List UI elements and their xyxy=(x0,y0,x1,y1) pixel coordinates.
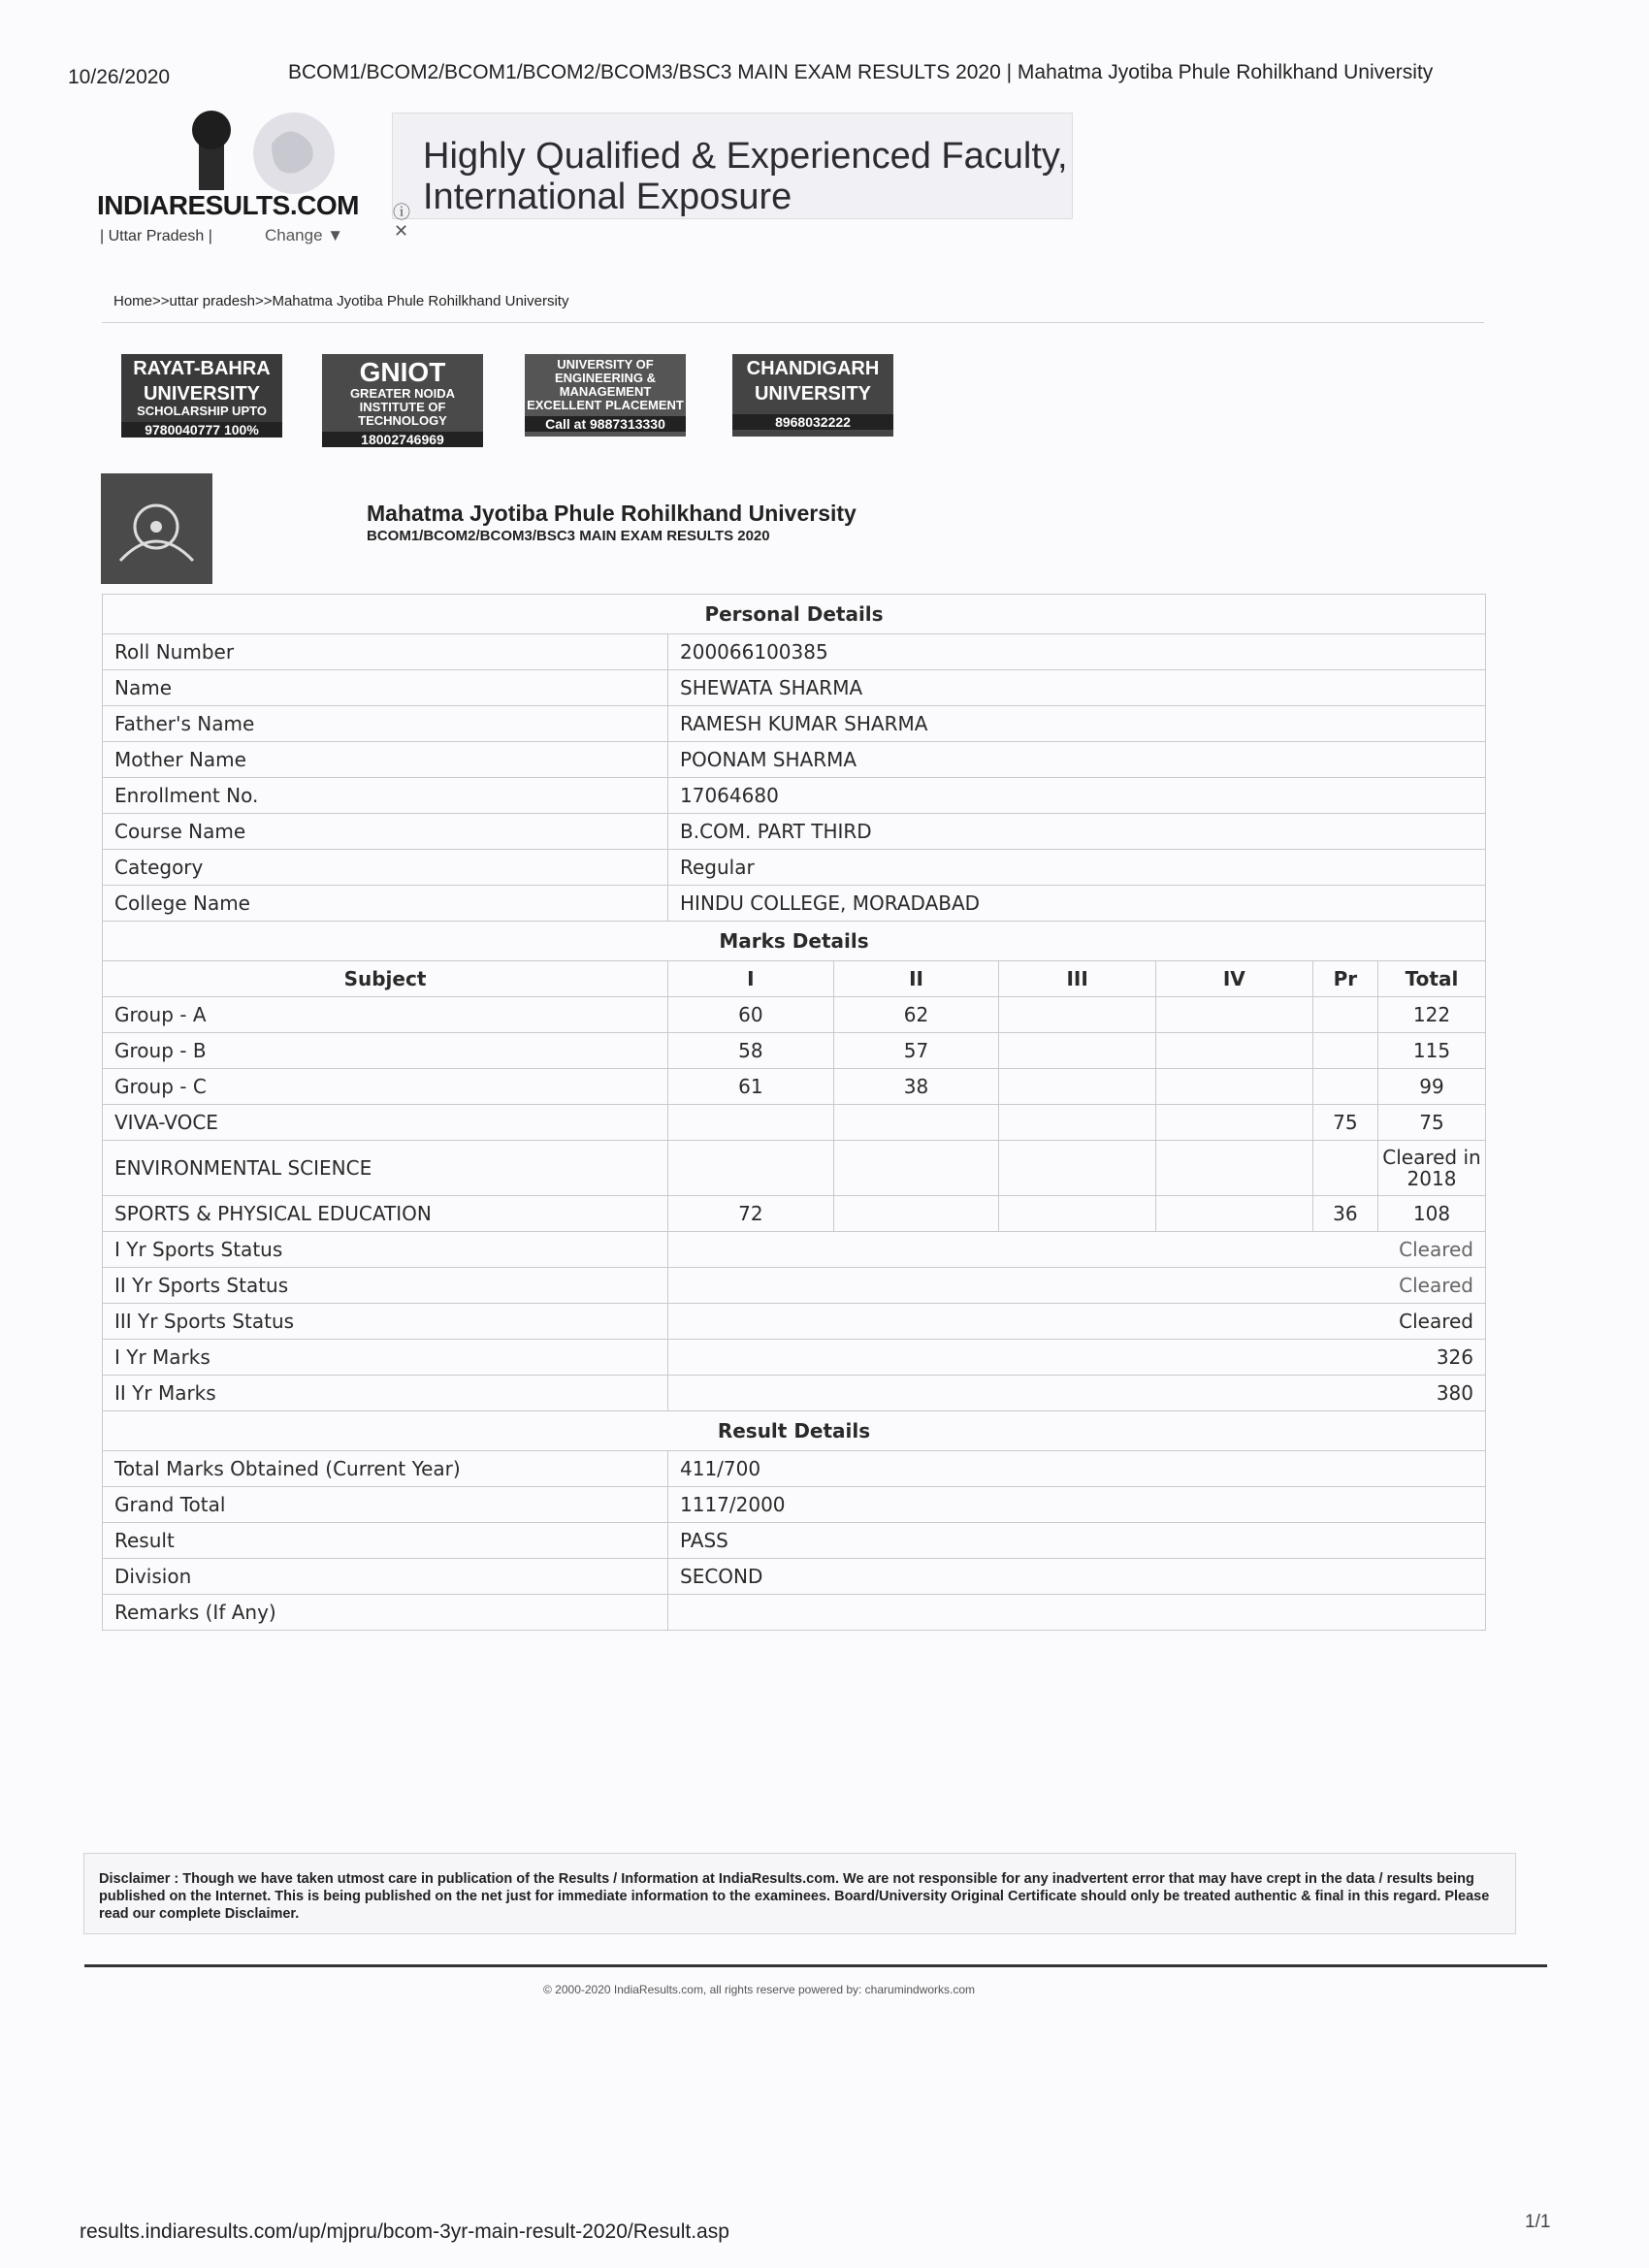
result-details-heading: Result Details xyxy=(103,1411,1486,1451)
field-value: Regular xyxy=(668,850,1486,886)
breadcrumb-sep: >> xyxy=(152,293,170,309)
page-number: 1/1 xyxy=(1525,2212,1551,2232)
print-title: BCOM1/BCOM2/BCOM1/BCOM2/BCOM3/BSC3 MAIN EXAM RESULTS 2020 | Mahatma Jyotiba Phule Rohilkhand University xyxy=(288,61,1434,83)
result-label: Total Marks Obtained (Current Year) xyxy=(103,1451,668,1487)
status-row xyxy=(103,1376,1486,1411)
field-value: B.COM. PART THIRD xyxy=(668,814,1486,850)
status-value: 326 xyxy=(668,1340,1486,1376)
personal-row xyxy=(103,742,1486,778)
marks-row xyxy=(103,1105,1486,1141)
ad-info-icon[interactable]: ⓘ xyxy=(393,203,410,222)
status-label: II Yr Sports Status xyxy=(103,1268,668,1304)
column-header: Pr xyxy=(1312,961,1377,997)
breadcrumb xyxy=(113,293,568,309)
status-row xyxy=(103,1304,1486,1340)
result-row xyxy=(103,1523,1486,1559)
marks-row xyxy=(103,1033,1486,1069)
status-value: Cleared xyxy=(668,1268,1486,1304)
marks-cell-iii xyxy=(999,1033,1156,1069)
subject-name: SPORTS & PHYSICAL EDUCATION xyxy=(103,1196,668,1232)
results-table xyxy=(102,594,1486,1631)
print-date: 10/26/2020 xyxy=(68,66,171,88)
status-label: II Yr Marks xyxy=(103,1376,668,1411)
banner-line: UNIVERSITY xyxy=(754,383,872,405)
marks-cell-i: 72 xyxy=(668,1196,834,1232)
status-value: Cleared xyxy=(668,1232,1486,1268)
print-url: results.indiaresults.com/up/mjpru/bcom-3yr-main-result-2020/Result.asp xyxy=(80,2220,729,2243)
status-label: III Yr Sports Status xyxy=(103,1304,668,1340)
ad-uem[interactable] xyxy=(525,354,686,437)
disclaimer-text: Disclaimer : Though we have taken utmost care in publication of the Results / Information at IndiaResults.com. We are not responsible for any inadvertent error that may have crept in the data / results being published on the Internet. This is being published on the net just for immediate information to the examinees. Board/University Original Certificate should only be treated authentic & final in this regard. Please read our complete Disclaimer. xyxy=(99,1871,1490,1922)
banner-line: GNIOT xyxy=(359,357,446,387)
status-row xyxy=(103,1268,1486,1304)
marks-cell-iii xyxy=(999,1141,1156,1196)
marks-cell-pr xyxy=(1312,1033,1377,1069)
marks-cell-pr xyxy=(1312,1069,1377,1105)
breadcrumb-state[interactable]: uttar pradesh xyxy=(169,293,255,309)
field-label: Name xyxy=(103,670,668,706)
marks-row xyxy=(103,997,1486,1033)
university-emblem xyxy=(101,473,212,584)
subject-name: VIVA-VOCE xyxy=(103,1105,668,1141)
column-header: Subject xyxy=(103,961,668,997)
subject-name: ENVIRONMENTAL SCIENCE xyxy=(103,1141,668,1196)
marks-cell-ii: 38 xyxy=(833,1069,999,1105)
result-row xyxy=(103,1451,1486,1487)
personal-row xyxy=(103,814,1486,850)
personal-details xyxy=(103,634,1486,922)
marks-cell-ii xyxy=(833,1196,999,1232)
result-value: 411/700 xyxy=(668,1451,1486,1487)
column-header: II xyxy=(833,961,999,997)
marks-cell-ii: 62 xyxy=(833,997,999,1033)
breadcrumb-university[interactable]: Mahatma Jyotiba Phule Rohilkhand University xyxy=(272,293,569,309)
field-label: College Name xyxy=(103,886,668,922)
marks-cell-i xyxy=(668,1141,834,1196)
site-logo[interactable] xyxy=(92,105,342,202)
field-value: POONAM SHARMA xyxy=(668,742,1486,778)
marks-cell-iii xyxy=(999,1105,1156,1141)
banner-line: UNIVERSITY xyxy=(143,383,261,405)
status-label: I Yr Sports Status xyxy=(103,1232,668,1268)
status-label: I Yr Marks xyxy=(103,1340,668,1376)
marks-details xyxy=(103,997,1486,1232)
marks-cell-iii xyxy=(999,1196,1156,1232)
field-label: Enrollment No. xyxy=(103,778,668,814)
column-header: I xyxy=(668,961,834,997)
status-value: 380 xyxy=(668,1376,1486,1411)
marks-cell-pr xyxy=(1312,997,1377,1033)
marks-cell-iv xyxy=(1155,1105,1312,1141)
status-value: Cleared xyxy=(668,1304,1486,1340)
column-header: III xyxy=(999,961,1156,997)
result-label: Result xyxy=(103,1523,668,1559)
banner-line: SCHOLARSHIP UPTO xyxy=(137,404,267,418)
field-label: Mother Name xyxy=(103,742,668,778)
personal-row xyxy=(103,634,1486,670)
marks-cell-iv xyxy=(1155,1069,1312,1105)
banner-line: RAYAT-BAHRA xyxy=(133,358,271,379)
state-label: | Uttar Pradesh | xyxy=(100,228,212,244)
field-value: 200066100385 xyxy=(668,634,1486,670)
personal-row xyxy=(103,778,1486,814)
site-logo-text[interactable]: INDIARESULTS.COM xyxy=(97,190,359,220)
breadcrumb-home[interactable]: Home xyxy=(113,293,153,309)
marks-cell-pr xyxy=(1312,1141,1377,1196)
personal-row xyxy=(103,886,1486,922)
subject-name: Group - C xyxy=(103,1069,668,1105)
marks-cell-iv xyxy=(1155,1196,1312,1232)
change-state-link[interactable]: Change ▼ xyxy=(265,226,344,244)
marks-cell-ii xyxy=(833,1141,999,1196)
footer-divider xyxy=(84,1964,1547,1967)
marks-cell-iv xyxy=(1155,1141,1312,1196)
ad-rayat-bahra[interactable] xyxy=(121,354,282,437)
personal-row xyxy=(103,706,1486,742)
marks-header-row xyxy=(103,961,1486,997)
personal-row xyxy=(103,670,1486,706)
result-value: PASS xyxy=(668,1523,1486,1559)
field-label: Course Name xyxy=(103,814,668,850)
banner-line: GREATER NOIDA INSTITUTE OF TECHNOLOGY xyxy=(349,386,456,428)
field-label: Category xyxy=(103,850,668,886)
logo-icon xyxy=(92,105,342,202)
field-label: Roll Number xyxy=(103,634,668,670)
field-value: 17064680 xyxy=(668,778,1486,814)
marks-cell-total: 115 xyxy=(1377,1033,1485,1069)
result-row xyxy=(103,1595,1486,1631)
field-value: RAMESH KUMAR SHARMA xyxy=(668,706,1486,742)
ad-text[interactable] xyxy=(423,136,1068,217)
marks-cell-iii xyxy=(999,997,1156,1033)
banner-line: 18002746969 xyxy=(322,432,483,447)
banner-line: Call at 9887313330 xyxy=(525,416,686,432)
university-emblem-icon xyxy=(101,473,212,584)
result-value: SECOND xyxy=(668,1559,1486,1595)
marks-cell-ii xyxy=(833,1105,999,1141)
banner-line: UNIVERSITY OF xyxy=(557,357,654,372)
column-header: IV xyxy=(1155,961,1312,997)
marks-row xyxy=(103,1141,1486,1196)
marks-cell-pr: 75 xyxy=(1312,1105,1377,1141)
copyright: © 2000-2020 IndiaResults.com, all rights reserve powered by: charumindworks.com xyxy=(543,1983,976,1996)
marks-row xyxy=(103,1069,1486,1105)
banner-line: EXCELLENT PLACEMENT xyxy=(527,398,684,412)
marks-cell-iii xyxy=(999,1069,1156,1105)
banner-line: 8968032222 xyxy=(732,414,893,430)
marks-cell-iv xyxy=(1155,997,1312,1033)
personal-details-heading: Personal Details xyxy=(103,595,1486,634)
column-header: Total xyxy=(1377,961,1485,997)
marks-cell-i xyxy=(668,1105,834,1141)
personal-row xyxy=(103,850,1486,886)
marks-cell-ii: 57 xyxy=(833,1033,999,1069)
status-row xyxy=(103,1340,1486,1376)
result-row xyxy=(103,1487,1486,1523)
marks-cell-i: 58 xyxy=(668,1033,834,1069)
result-value: 1117/2000 xyxy=(668,1487,1486,1523)
result-value xyxy=(668,1595,1486,1631)
result-row xyxy=(103,1559,1486,1595)
banner-line: ENGINEERING & MANAGEMENT xyxy=(554,371,656,399)
subject-name: Group - A xyxy=(103,997,668,1033)
banner-line: CHANDIGARH xyxy=(746,358,880,379)
marks-row xyxy=(103,1196,1486,1232)
ad-line-2: International Exposure xyxy=(423,177,792,217)
status-row xyxy=(103,1232,1486,1268)
breadcrumb-sep: >> xyxy=(254,293,273,309)
marks-cell-total: 108 xyxy=(1377,1196,1485,1232)
marks-cell-i: 60 xyxy=(668,997,834,1033)
result-label: Grand Total xyxy=(103,1487,668,1523)
marks-cell-total: 99 xyxy=(1377,1069,1485,1105)
ad-gniot[interactable] xyxy=(322,354,483,447)
divider xyxy=(102,322,1484,323)
ad-chandigarh-university[interactable] xyxy=(732,354,893,437)
marks-cell-total: 75 xyxy=(1377,1105,1485,1141)
banner-line: 9780040777 100% xyxy=(121,422,282,437)
marks-cell-i: 61 xyxy=(668,1069,834,1105)
marks-cell-total: Cleared in 2018 xyxy=(1377,1141,1485,1196)
sports-status xyxy=(103,1232,1486,1411)
field-value: SHEWATA SHARMA xyxy=(668,670,1486,706)
university-name: Mahatma Jyotiba Phule Rohilkhand University xyxy=(367,501,857,526)
field-value: HINDU COLLEGE, MORADABAD xyxy=(668,886,1486,922)
ad-close-icon[interactable]: ✕ xyxy=(394,221,409,241)
marks-cell-iv xyxy=(1155,1033,1312,1069)
result-details xyxy=(103,1451,1486,1631)
ad-line-1: Highly Qualified & Experienced Faculty, xyxy=(423,136,1068,177)
marks-cell-pr: 36 xyxy=(1312,1196,1377,1232)
exam-title: BCOM1/BCOM2/BCOM3/BSC3 MAIN EXAM RESULTS 2020 xyxy=(367,528,770,544)
marks-details-heading: Marks Details xyxy=(103,922,1486,961)
result-label: Division xyxy=(103,1559,668,1595)
result-label: Remarks (If Any) xyxy=(103,1595,668,1631)
marks-cell-total: 122 xyxy=(1377,997,1485,1033)
field-label: Father's Name xyxy=(103,706,668,742)
subject-name: Group - B xyxy=(103,1033,668,1069)
